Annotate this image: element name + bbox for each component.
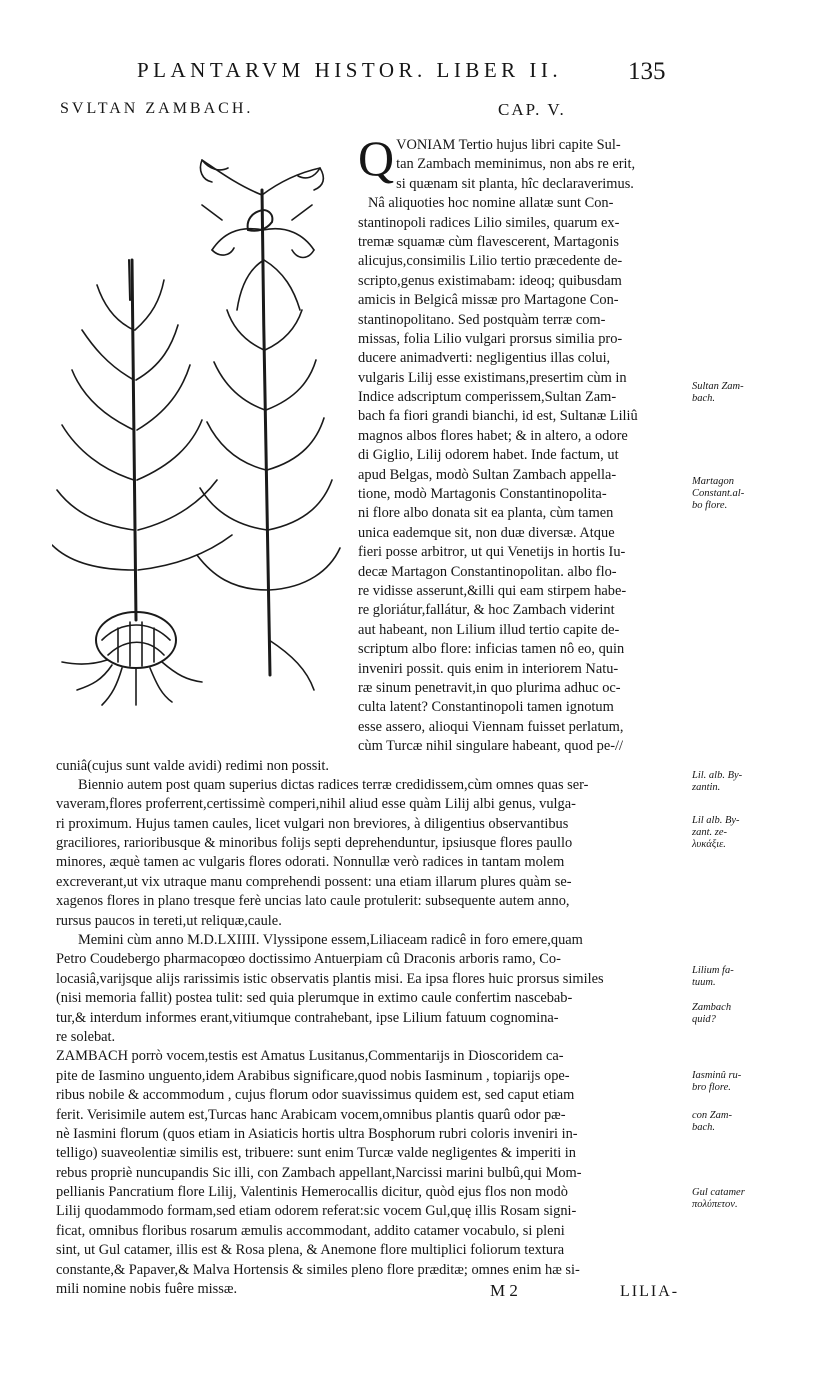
text-line-57: ficat, omnibus floribus rosarum æmulis accommodant, addito catamer vocabulo, si pleni xyxy=(56,1222,565,1239)
text-line-38: minores, æquè tamen ac vulgaris flores odorati. Nonnullæ verò radices in tantam molem xyxy=(56,854,565,871)
text-line-22: fieri posse arbitror, ut qui Venetijs in hortis Iu- xyxy=(358,544,626,561)
text-line-54: rebus propriè nuncupandis Sic illi, con Zambach appellant,Narcissi marini bulbû,qui Mom- xyxy=(56,1164,582,1181)
text-line-6: tremæ squamæ cùm flavescerent, Martagonis xyxy=(358,233,619,250)
text-line-46: tur,& interdum informes erant,vitiumque contrahebant, ipse Lilium fatuum cognomina- xyxy=(56,1009,559,1026)
text-line-28: inveniri possit. quis enim in interiorem Natu- xyxy=(358,660,619,677)
text-line-11: missas, folia Lilio vulgari prorsus similia pro- xyxy=(358,330,623,347)
text-line-61 xyxy=(56,1299,689,1318)
text-line-27: scriptum albo flore: inficias tamen nô eo, quin xyxy=(358,641,625,658)
text-line-42: Memini cùm anno M.D.LXIIII. Vlyssipone essem,Liliaceam radicê in foro emere,quam xyxy=(78,932,583,949)
text-line-29: ræ sinum penetravit,in quo plurima adhuc oc- xyxy=(358,679,621,696)
text-line-24: re vidisse asserunt,&illi qui eam stirpem habe- xyxy=(358,582,627,599)
text-line-9: amicis in Belgicâ missæ pro Martagone Con- xyxy=(358,292,619,309)
page-number: 135 xyxy=(628,58,666,85)
text-line-18: apud Belgas, modò Sultan Zambach appella- xyxy=(358,466,617,483)
text-line-10: stantinopolitano. Sed postquàm terræ com- xyxy=(358,311,606,328)
catchword: LILIA- xyxy=(620,1283,680,1300)
text-line-20: ni flore albo donata sit ea planta, cùm tamen xyxy=(358,505,614,522)
running-head: PLANTARVM HISTOR. LIBER II. xyxy=(137,58,563,82)
text-line-58: sint, ut Gul catamer, illis est & Rosa plena, & Anemone flore multiplici foliorum textura xyxy=(56,1242,565,1259)
text-line-49: pite de Iasmino unguento,idem Arabibus significare,quod nobis Iasminum , topiarijs ope- xyxy=(56,1067,570,1084)
margin-note-con-zambach: con Zam- bach. xyxy=(692,1110,732,1133)
text-line-7: alicujus,consimilis Lilio tertio præcedente de- xyxy=(358,253,623,270)
text-line-26: aut habeant, non Lilium illud tertio capite de- xyxy=(358,621,620,638)
text-line-1: VONIAM Tertio hujus libri capite Sul- xyxy=(396,137,621,153)
text-line-5: stantinopoli radices Lilio similes, quarum ex- xyxy=(358,214,620,231)
text-line-3: si quænam sit planta, hîc declaraverimus. xyxy=(396,175,634,192)
text-line-8: scripto,genus existimabam: ideoq; quibusdam xyxy=(358,272,622,289)
margin-note-sultan-zambach: Sultan Zam- bach. xyxy=(692,381,744,404)
margin-note-lil-alb-byzantin: Lil. alb. By- zantin. xyxy=(692,770,743,793)
text-line-4: Nâ aliquoties hoc nomine allatæ sunt Con- xyxy=(368,195,614,212)
margin-note-zambach-quid: Zambach quid? xyxy=(692,1002,732,1025)
margin-note-iasminum: Iasminû ru- bro flore. xyxy=(692,1070,742,1093)
text-line-39: excreverant,ut vix utraque manu comprehendi possent: una etiam illarum plures quàm se- xyxy=(56,873,572,890)
text-line-2: tan Zambach meminimus, non abs re erit, xyxy=(396,156,636,173)
text-line-12: ducere animadverti: negligentius illas colui, xyxy=(358,350,611,367)
text-line-51: ferit. Verisimile autem est,Turcas hanc Arabicam vocem,omnibus plantis quarû odor pæ- xyxy=(56,1106,566,1123)
text-line-31: esse assero, alioqui Viennam fuisset perlatum, xyxy=(358,718,624,735)
text-line-13: vulgaris Lilij esse existimans,presertim cùm in xyxy=(358,369,627,386)
text-line-14: Indice adscriptum comperissem,Sultan Zam- xyxy=(358,389,617,406)
margin-note-lil-alb-byzant: Lil alb. By- zant. ze- λυκάξιε. xyxy=(692,815,740,850)
main-text xyxy=(56,130,689,1319)
text-line-16: magnos albos flores habet; & in altero, a odore xyxy=(358,427,628,444)
text-line-47: re solebat. xyxy=(56,1028,116,1045)
text-line-45: (nisi memoria fallit) postea tulit: sed quia plerumque in extimo caule confertim nascebab- xyxy=(56,990,573,1007)
text-line-55: pellianis Pancratium flore Lilij, Valentinis Hemerocallis dicitur, quòd ejus flos non modò xyxy=(56,1184,568,1201)
text-line-35: vaveram,flores proferrent,certissimè comperi,nihil aliud esse quàm Lilij albi genus, vulga- xyxy=(56,796,576,813)
text-line-44: locasiâ,varijsque alijs rarissimis istic observatis plantis misi. Ea ipsa flores huic prorsus similes xyxy=(56,970,604,987)
text-line-56: Lilij quodammodo formam,sed etiam odorem referat:sic vocem Gul,quę illis Rosam signi- xyxy=(56,1203,577,1220)
text-line-52: nè Iasmini florum (quos etiam in Asiaticis hortis ultra Bosphorum rubri coloris inveniri in- xyxy=(56,1125,578,1142)
margin-note-lilium-fatuum: Lilium fa- tuum. xyxy=(692,965,734,988)
signature-mark: M 2 xyxy=(490,1281,518,1300)
text-line-37: graciliores, rarioribusque & minoribus folijs septi deprehenduntur, ipsiusque flores paullo xyxy=(56,835,573,852)
text-line-33: cuniâ(cujus sunt valde avidi) redimi non possit. xyxy=(56,757,329,774)
text-line-48: ZAMBACH porrò vocem,testis est Amatus Lusitanus,Commentarijs in Dioscoridem ca- xyxy=(56,1048,564,1065)
text-line-40: xagenos flores in plano tresque ferè uncias lato caule protulerit: subsequente autem anno, xyxy=(56,893,570,910)
text-line-17: di Giglio, Lilij odorem habet. Inde factum, ut xyxy=(358,447,619,464)
text-line-30: culta latent? Constantinopoli tamen ignotum xyxy=(358,699,614,716)
text-line-41: rursus paucos in tereti,ut reliquæ,caule. xyxy=(56,912,282,929)
drop-cap: Q xyxy=(358,130,395,186)
text-line-43: Petro Coudebergo pharmacopœo doctissimo Antuerpiam cû Draconis arboris ramo, Co- xyxy=(56,951,561,968)
text-line-36: ri proximum. Hujus tamen caules, licet vulgari non breviores, à diligentius observantibus xyxy=(56,815,569,832)
text-line-60: mili nomine nobis fuêre missæ. xyxy=(56,1281,238,1298)
text-line-21: unica eademque sit, non duæ diversæ. Atque xyxy=(358,524,615,541)
text-line-53: telligo) suaveolentiæ similis est, tribuere: sunt enim Turcæ valde negligentes & imperiti in xyxy=(56,1145,576,1162)
text-line-32: cùm Turcæ nihil singulare habeant, quod pe-// xyxy=(358,738,623,755)
text-line-25: re gloriátur,fallátur, & hoc Zambach viderint xyxy=(358,602,615,619)
text-line-23: decæ Martagon Constantinopolitan. albo flo- xyxy=(358,563,617,580)
margin-note-gul-catamer: Gul catamer πολύπετον. xyxy=(692,1187,745,1210)
text-line-59: constante,& Papaver,& Malva Hortensis & similes pleno flore præditæ; omnes enim hæ si- xyxy=(56,1261,580,1278)
text-line-34: Biennio autem post quam superius dictas radices terræ credidissem,cùm omnes quas ser- xyxy=(78,776,589,793)
margin-note-martagon: Martagon Constant.al- bo flore. xyxy=(692,476,745,511)
text-line-19: tione, modò Martagonis Constantinopolita- xyxy=(358,486,607,503)
text-line-15: bach fa fiori grandi bianchi, id est, Sultanæ Liliû xyxy=(358,408,638,425)
text-line-50: ribus nobile & accommodum , cujus florum odor suavissimus quidem est, sed caput etiam xyxy=(56,1087,575,1104)
chapter-subject: SVLTAN ZAMBACH. xyxy=(60,100,254,117)
chapter-number: CAP. V. xyxy=(498,100,566,119)
